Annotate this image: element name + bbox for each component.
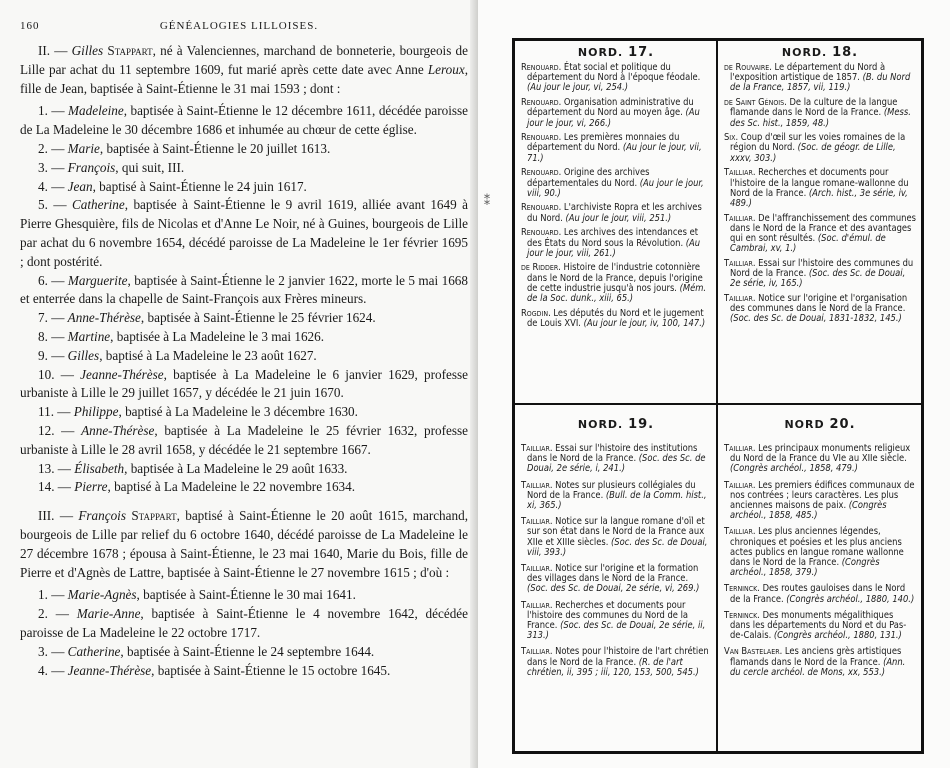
child-name: Marie <box>67 140 100 156</box>
card-heading-label: NORD. <box>577 418 624 431</box>
margin-mark: ⁑ <box>484 194 490 208</box>
bibliography-entry <box>724 444 916 475</box>
entry-author: Renouard. <box>521 227 562 239</box>
child-number: 1. — <box>38 587 68 603</box>
entry-citation: (B. du Nord de la France, 1857, vii, 119.) <box>730 72 911 94</box>
entry-title: Les premiers édifices communaux de nos contrées ; leurs caractères. Les plus anciennes maisons de paix. <box>730 479 915 512</box>
section-iii-children <box>20 586 468 680</box>
child-number: 14. — <box>38 479 75 495</box>
child-name: Marguerite <box>67 272 128 288</box>
page-number: 160 <box>20 20 40 32</box>
entry-title: Les principaux monuments religieux du Nord de la France du VIe au XIIe siècle. <box>730 443 911 465</box>
entry-citation: (Au jour le jour, viii, 261.) <box>527 237 701 259</box>
entry-citation: (Au jour le jour, vi, 254.) <box>527 82 629 94</box>
right-page <box>478 0 950 768</box>
child-entry <box>20 196 468 271</box>
bibliography-entry <box>521 228 711 259</box>
child-details: , baptisée à Saint-Étienne le 9 avril 1619, alliée avant 1649 à Pierre Ghesquière, fils de Nicolas et d'Anne Le Noir, né à Guines, bourgeois de Lille par achat du 6 novembre 1654, décédé paroisse de La Madeleine le 1er février 1695 ; dont postérité. <box>20 197 469 269</box>
entry-author: Tailliar. <box>724 212 756 224</box>
entry-author: Rogdin. <box>521 307 551 319</box>
entry-author: Tailliar. <box>724 293 756 305</box>
entry-citation: (Bull. de la Comm. hist., xi, 365.) <box>527 489 707 512</box>
child-name: Anne-Thérèse <box>81 422 155 438</box>
child-details: , baptisée à La Madeleine le 29 août 1633. <box>124 460 348 476</box>
bibliography-entry <box>521 309 711 329</box>
entry-citation: (R. de l'art chrétien, ii, 395 ; iii, 120, 153, 500, 545.) <box>527 656 699 678</box>
bibliography-entry <box>724 481 916 522</box>
child-name: Martine <box>67 328 111 344</box>
entry-title: Origine des archives départementales du Nord. <box>527 167 650 189</box>
entry-title: L'archiviste Ropra et les archives du Nord. <box>527 202 702 224</box>
entry-title: Des monuments mégalithiques dans les départements du Nord et du Pas-de-Calais. <box>730 609 907 642</box>
child-number: 4. — <box>38 178 68 194</box>
card-heading-number: 18. <box>832 45 859 60</box>
entry-title: Des routes gauloises dans le Nord de la France. <box>730 583 906 605</box>
entry-citation: (Congrès archéol., 1858, 485.) <box>730 500 887 522</box>
entry-title: Notes sur plusieurs collégiales du Nord de la France. <box>527 479 696 501</box>
bibliography-entry <box>521 203 711 223</box>
bibliography-entry <box>724 214 916 255</box>
child-entry <box>20 102 468 140</box>
child-details: , baptisé à La Madeleine le 22 novembre 1634. <box>107 479 356 495</box>
entry-author: Terninck. <box>724 583 760 595</box>
bibliography-entry <box>521 481 711 512</box>
child-entry <box>20 328 468 347</box>
child-number: 1. — <box>38 103 69 119</box>
genealogy-text <box>20 42 468 680</box>
bibliography-entry <box>521 98 711 129</box>
card-heading-label: NORD. <box>781 46 828 59</box>
entry-title: Coup d'œil sur les voies romaines de la région du Nord. <box>730 132 906 154</box>
entry-author: Van Bastelaer. <box>724 646 783 658</box>
child-number: 9. — <box>38 347 68 363</box>
bibliography-entry <box>724 133 916 164</box>
entry-title: État social et politique du département du Nord à l'époque féodale. <box>527 62 701 84</box>
entry-citation: (Au jour le jour, vii, 71.) <box>527 142 702 164</box>
entry-citation: (Soc. de géogr. de Lille, xxxv, 303.) <box>730 142 896 164</box>
child-number: 5. — <box>38 197 72 213</box>
card-heading-number: 20. <box>829 417 856 432</box>
entry-author: Tailliar. <box>724 167 756 179</box>
child-entry <box>20 159 468 178</box>
entry-citation: (Congrès archéol., 1880, 140.) <box>786 593 915 605</box>
child-name: Jean <box>67 178 93 194</box>
child-details: , baptisée à La Madeleine le 6 janvier 1629, professe urbaniste à Lille le 29 juillet 1657, y décédée le 21 juin 1670. <box>20 366 468 401</box>
child-details: , baptisée à Saint-Étienne le 2 janvier 1622, morte le 5 mai 1668 et enterrée dans la chapelle de Saint-François aux Frères mineurs. <box>20 272 468 307</box>
entry-title: De l'affranchissement des communes dans le Nord de la France et des avantages qui en sont résultés. <box>730 212 916 245</box>
card-heading <box>521 45 711 60</box>
entry-author: Renouard. <box>521 132 562 144</box>
entry-citation: (Congrès archéol., 1880, 131.) <box>773 630 902 642</box>
entry-title: De la culture de la langue flamande dans le Nord de la France. <box>730 97 898 119</box>
entry-citation: (Soc. des Sc. de Douai, 1831-1832, 145.) <box>730 313 902 325</box>
child-entry <box>20 403 468 422</box>
child-number: 13. — <box>38 460 75 476</box>
bibliography-entry <box>521 63 711 94</box>
child-name: Catherine <box>71 197 125 213</box>
entry-author: Tailliar. <box>521 599 553 611</box>
entry-title: Recherches et documents pour l'histoire de la langue romane-wallonne du Nord de la France. <box>730 167 909 199</box>
child-entry <box>20 460 468 479</box>
card-heading <box>521 417 711 432</box>
child-details: , baptisée à La Madeleine le 3 mai 1626. <box>110 328 325 344</box>
entry-citation: (Congrès archéol., 1858, 379.) <box>730 557 880 579</box>
child-details: , baptisée à Saint-Étienne le 30 mai 1641. <box>136 587 356 603</box>
child-name: Catherine <box>67 643 121 659</box>
card-heading-number: 19. <box>628 417 655 432</box>
card-heading <box>724 417 916 432</box>
entry-author: Terninck. <box>724 609 760 621</box>
bibliography-entry <box>724 98 916 129</box>
child-entry <box>20 662 468 681</box>
entry-author: Tailliar. <box>724 479 756 491</box>
child-details: , baptisé à La Madeleine le 3 décembre 1630. <box>118 404 358 420</box>
entry-citation: (Soc. des Sc. de Douai, 2e série, ii, 313.) <box>527 620 706 642</box>
bibliography-entry <box>724 647 916 678</box>
child-number: 2. — <box>38 606 77 622</box>
child-entry <box>20 643 468 662</box>
entry-author: Tailliar. <box>521 479 553 491</box>
child-name: Jeanne-Thérèse <box>67 662 152 678</box>
card-nord-17 <box>515 41 716 403</box>
entry-citation: (Soc. des Sc. de Douai, 2e série, iv, 165.) <box>730 268 906 290</box>
entry-citation: (Congrès archéol., 1858, 479.) <box>730 463 858 475</box>
card-nord-18 <box>718 41 921 403</box>
child-entry <box>20 605 468 643</box>
bibliography-entry <box>521 263 711 304</box>
child-entry <box>20 586 468 605</box>
child-number: 11. — <box>38 404 74 420</box>
child-entry <box>20 422 468 460</box>
entry-author: Tailliar. <box>521 443 553 454</box>
child-name: Pierre <box>74 479 108 495</box>
bibliography-entry <box>521 564 711 595</box>
bibliography-entry <box>521 647 711 678</box>
child-number: 12. — <box>38 422 82 438</box>
child-number: 6. — <box>38 272 68 288</box>
child-name: Jeanne-Thérèse <box>80 366 164 382</box>
entry-citation: (Soc. d'émul. de Cambrai, xv, 1.) <box>730 233 886 255</box>
entry-title: Les anciens grès artistiques flamands dans le Nord de la France. <box>730 646 902 668</box>
entry-author: Tailliar. <box>724 526 756 538</box>
entry-author: Tailliar. <box>724 443 756 454</box>
child-details: , baptisée à Saint-Étienne le 20 juillet 1613. <box>99 140 331 156</box>
bibliography-entry <box>724 168 916 209</box>
card-heading <box>724 45 916 60</box>
entry-title: Les archives des intendances et des États du Nord sous la Révolution. <box>527 227 699 249</box>
child-details: , baptisée à Saint-Étienne le 25 février 1624. <box>140 310 376 326</box>
child-entry <box>20 272 468 310</box>
entry-author: de Saint Génois. <box>724 97 787 109</box>
entry-author: de Rouvaire. <box>724 62 772 73</box>
child-entry <box>20 347 468 366</box>
bibliography-entry <box>521 517 711 558</box>
child-number: 3. — <box>38 643 68 659</box>
child-number: 3. — <box>38 159 68 175</box>
child-entry <box>20 178 468 197</box>
card-heading-number: 17. <box>628 45 655 60</box>
child-name: Gilles <box>67 347 100 363</box>
child-details: , baptisé à Saint-Étienne le 24 juin 1617. <box>92 178 307 194</box>
child-entry <box>20 140 468 159</box>
bibliography-entry <box>724 527 916 578</box>
entry-author: Renouard. <box>521 97 562 109</box>
child-number: 10. — <box>38 366 81 382</box>
child-number: 8. — <box>38 328 68 344</box>
entry-citation: (Arch. hist., 3e série, iv, 489.) <box>730 187 908 209</box>
child-name: Philippe <box>73 404 119 420</box>
bibliography-entry <box>724 611 916 642</box>
entry-title: Les premières monnaies du département du Nord. <box>527 132 680 154</box>
entry-author: Renouard. <box>521 62 562 73</box>
child-entry <box>20 478 468 497</box>
child-entry <box>20 309 468 328</box>
bibliography-card-grid <box>512 38 924 754</box>
child-entry <box>20 366 468 404</box>
entry-title: Notice sur l'origine et l'organisation des communes dans le Nord de la France. <box>730 293 908 315</box>
entry-citation: (Soc. des Sc. de Douai, 2e série, vi, 269.) <box>527 583 700 595</box>
bibliography-entry <box>521 133 711 164</box>
child-details: , baptisée à La Madeleine le 25 février 1632, professe urbaniste à Lille le 28 avril 1658, y décédée le 21 septembre 1667. <box>20 422 468 457</box>
child-name: Marie-Anne <box>76 606 141 622</box>
entry-citation: (Soc. des Sc. de Douai, viii, 393.) <box>527 536 708 558</box>
entry-title: Histoire de l'industrie cotonnière dans le Nord de la France, depuis l'origine de cette industrie jusqu'à nos jours. <box>527 262 703 294</box>
entry-title: Les députés du Nord et le jugement de Louis XVI. <box>527 307 704 329</box>
entry-author: Renouard. <box>521 202 562 214</box>
entry-citation: (Soc. des Sc. de Douai, 2e série, i, 241.) <box>527 453 706 475</box>
child-details: , baptisée à Saint-Étienne le 12 décembre 1611, décédée paroisse de La Madeleine le 30 décembre 1686 et inhumée au chœur de cette église. <box>20 103 468 138</box>
child-name: François <box>67 159 116 175</box>
child-number: 2. — <box>38 140 68 156</box>
entry-citation: (Mess. des Sc. hist., 1859, 48.) <box>730 107 911 129</box>
entry-citation: (Ann. du cercle archéol. de Mons, xx, 553.) <box>730 656 906 678</box>
child-details: , baptisé à La Madeleine le 23 août 1627. <box>99 347 317 363</box>
child-name: Marie-Agnès <box>67 587 137 603</box>
bibliography-entry <box>521 444 711 475</box>
entry-title: Les plus anciennes légendes, chroniques et poésies et les plus anciens actes publics en langue romane wallonne dans le Nord de la France. <box>730 526 904 569</box>
bibliography-entry <box>724 294 916 325</box>
section-ii-children <box>20 102 468 497</box>
entry-title: Essai sur l'histoire des institutions dans le Nord de la France. <box>527 443 698 465</box>
entry-title: Recherches et documents pour l'histoire des communes du Nord de la France. <box>527 599 689 632</box>
entry-author: Tailliar. <box>724 257 756 269</box>
entry-title: Notice sur l'origine et la formation des villages dans le Nord de la France. <box>527 563 699 585</box>
child-name: Élisabeth <box>74 460 125 476</box>
entry-title: Notes pour l'histoire de l'art chrétien dans le Nord de la France. <box>527 646 709 668</box>
child-number: 7. — <box>38 310 68 326</box>
entry-citation: (Au jour le jour, vi, 266.) <box>527 107 700 129</box>
bibliography-entry <box>521 168 711 199</box>
card-nord-20 <box>718 405 921 751</box>
entry-author: Six. <box>724 132 739 144</box>
entry-title: Notice sur la langue romane d'oïl et sur son état dans le Nord de la France aux XIIe et XIIIe siècles. <box>527 516 705 548</box>
entry-author: Tailliar. <box>521 563 553 575</box>
entry-citation: (Au jour le jour, viii, 251.) <box>565 212 672 224</box>
bibliography-entry <box>521 601 711 642</box>
section-iii-intro: III. — François Stappart, baptisé à Saint-Étienne le 20 août 1615, marchand, bourgeois de Lille par relief du 6 octobre 1640, décédé paroisse de La Madeleine le 27 décembre 1678 ; épousa à Saint-Étienne, le 23 mai 1640, Marie du Bois, fille de Pierre et d'Agnès de Lattre, baptisée à Saint-Étienne le 27 novembre 1615 ; d'où : <box>20 508 468 580</box>
bibliography-entry <box>724 584 916 604</box>
entry-author: Tailliar. <box>521 516 553 528</box>
entry-title: Organisation administrative du département du Nord au moyen âge. <box>527 97 694 119</box>
child-details: , qui suit, III. <box>115 159 185 175</box>
entry-author: de Ridder. <box>521 262 561 274</box>
entry-title: Essai sur l'histoire des communes du Nord de la France. <box>730 257 914 280</box>
card-heading-label: NORD <box>784 418 825 431</box>
entry-citation: (Au jour le jour, iv, 100, 147.) <box>583 317 706 329</box>
bibliography-entry <box>724 63 916 94</box>
entry-citation: (Au jour le jour, viii, 90.) <box>527 177 704 199</box>
running-title: GÉNÉALOGIES LILLOISES. <box>159 20 319 32</box>
child-name: Anne-Thérèse <box>67 310 141 326</box>
entry-title: Le département du Nord à l'exposition artistique de 1857. <box>730 62 886 84</box>
child-details: , baptisée à Saint-Étienne le 15 octobre 1645. <box>151 662 391 678</box>
entry-citation: (Mém. de la Soc. dunk., xiii, 65.) <box>527 282 707 305</box>
card-nord-19 <box>515 405 716 751</box>
section-ii-intro: II. — Gilles Stappart, né à Valenciennes, marchand de bonneterie, bourgeois de Lille par achat du 11 septembre 1609, fut marié après cette date avec Anne Leroux, fille de Jean, baptisée à Saint-Étienne le 31 mai 1593 ; dont : <box>20 43 468 96</box>
child-name: Madeleine <box>68 103 124 119</box>
entry-author: Tailliar. <box>521 646 553 658</box>
child-details: , baptisée à Saint-Étienne le 4 novembre 1642, décédée paroisse de La Madeleine le 22 octobre 1717. <box>20 606 468 640</box>
child-details: , baptisée à Saint-Étienne le 24 septembre 1644. <box>120 643 375 659</box>
entry-author: Renouard. <box>521 167 562 179</box>
bibliography-entry <box>724 259 916 290</box>
card-heading-label: NORD. <box>577 46 624 59</box>
child-number: 4. — <box>38 662 68 678</box>
